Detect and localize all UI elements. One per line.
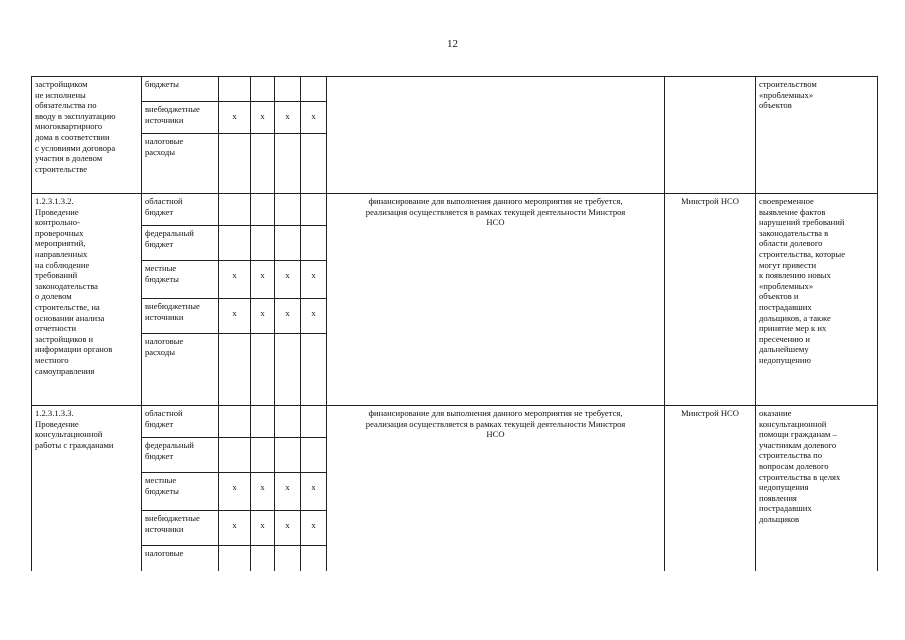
year-mark-cell: x bbox=[219, 261, 251, 299]
year-mark-cell bbox=[275, 406, 301, 438]
financing-note-cell: финансирование для выполнения данного мероприятия не требуется, реализация осуществляется в рамках текущей деятельности Минстроя НСО bbox=[327, 194, 665, 406]
year-mark-cell: x bbox=[251, 511, 275, 546]
funding-source-cell: местные бюджеты bbox=[142, 261, 219, 299]
year-mark-cell bbox=[301, 546, 327, 571]
year-mark-cell bbox=[301, 334, 327, 406]
year-mark-cell bbox=[219, 334, 251, 406]
table-row bbox=[32, 194, 878, 226]
year-mark-cell bbox=[275, 438, 301, 473]
year-mark-cell: x bbox=[301, 511, 327, 546]
funding-source-cell: областной бюджет bbox=[142, 406, 219, 438]
measure-cell: 1.2.3.1.3.3. Проведение консультационной работы с гражданами bbox=[32, 406, 142, 571]
year-mark-cell: x bbox=[219, 299, 251, 334]
funding-source-cell: местные бюджеты bbox=[142, 473, 219, 511]
year-mark-cell: x bbox=[251, 473, 275, 511]
executor-cell: Минстрой НСО bbox=[665, 406, 756, 571]
year-mark-cell bbox=[275, 226, 301, 261]
funding-source-cell: внебюджетные источники bbox=[142, 299, 219, 334]
funding-source-cell: налоговые расходы bbox=[142, 134, 219, 194]
year-mark-cell bbox=[219, 406, 251, 438]
year-mark-cell bbox=[301, 406, 327, 438]
year-mark-cell bbox=[251, 77, 275, 102]
measure-cell: 1.2.3.1.3.2. Проведение контрольно- проверочных мероприятий, направленных на соблюдение требований законодательства о долевом строительстве, на основании анализа отчетности застройщиков и информации органов местного самоуправления bbox=[32, 194, 142, 406]
year-mark-cell bbox=[275, 546, 301, 571]
year-mark-cell bbox=[219, 77, 251, 102]
funding-source-cell: внебюджетные источники bbox=[142, 511, 219, 546]
financing-note-cell: финансирование для выполнения данного мероприятия не требуется, реализация осуществляется в рамках текущей деятельности Минстроя НСО bbox=[327, 406, 665, 571]
year-mark-cell bbox=[219, 194, 251, 226]
year-mark-cell bbox=[219, 226, 251, 261]
page-number: 12 bbox=[447, 38, 458, 50]
year-mark-cell: x bbox=[251, 261, 275, 299]
funding-source-cell: федеральный бюджет bbox=[142, 438, 219, 473]
result-cell: строительством «проблемных» объектов bbox=[756, 77, 878, 194]
year-mark-cell bbox=[301, 77, 327, 102]
year-mark-cell: x bbox=[301, 261, 327, 299]
result-cell: своевременное выявление фактов нарушений требований законодательства в области долевого строительства, которые могут привести к появлению новых «проблемных» объектов и пострадавших дольщиков, а также принятие мер к их пресечению и дальнейшему недопущению bbox=[756, 194, 878, 406]
year-mark-cell bbox=[275, 334, 301, 406]
year-mark-cell bbox=[219, 546, 251, 571]
result-cell: оказание консультационной помощи гражданам – участникам долевого строительства по вопросам долевого строительства в целях недопущения появления пострадавших дольщиков bbox=[756, 406, 878, 571]
funding-source-cell: внебюджетные источники bbox=[142, 102, 219, 134]
funding-source-cell: федеральный бюджет bbox=[142, 226, 219, 261]
executor-cell: Минстрой НСО bbox=[665, 194, 756, 406]
year-mark-cell bbox=[301, 194, 327, 226]
year-mark-cell bbox=[219, 438, 251, 473]
year-mark-cell bbox=[301, 438, 327, 473]
year-mark-cell bbox=[301, 134, 327, 194]
year-mark-cell bbox=[301, 226, 327, 261]
year-mark-cell: x bbox=[275, 261, 301, 299]
year-mark-cell bbox=[251, 406, 275, 438]
measure-cell: застройщиком не исполнены обязательства по вводу в эксплуатацию многоквартирного дома в соответствии с условиями договора участия в долевом строительстве bbox=[32, 77, 142, 194]
executor-cell bbox=[665, 77, 756, 194]
funding-source-cell: налоговые bbox=[142, 546, 219, 571]
year-mark-cell: x bbox=[219, 511, 251, 546]
year-mark-cell bbox=[251, 546, 275, 571]
table-row bbox=[32, 77, 878, 102]
table-row bbox=[32, 406, 878, 438]
year-mark-cell: x bbox=[275, 102, 301, 134]
year-mark-cell bbox=[275, 194, 301, 226]
year-mark-cell bbox=[251, 438, 275, 473]
year-mark-cell: x bbox=[275, 299, 301, 334]
year-mark-cell bbox=[251, 194, 275, 226]
year-mark-cell bbox=[275, 134, 301, 194]
year-mark-cell: x bbox=[301, 299, 327, 334]
funding-source-cell: налоговые расходы bbox=[142, 334, 219, 406]
year-mark-cell: x bbox=[251, 299, 275, 334]
year-mark-cell: x bbox=[219, 102, 251, 134]
year-mark-cell bbox=[275, 77, 301, 102]
financing-note-cell bbox=[327, 77, 665, 194]
year-mark-cell: x bbox=[275, 473, 301, 511]
funding-source-cell: областной бюджет bbox=[142, 194, 219, 226]
table-body bbox=[32, 77, 878, 571]
year-mark-cell: x bbox=[275, 511, 301, 546]
year-mark-cell bbox=[251, 334, 275, 406]
year-mark-cell bbox=[219, 134, 251, 194]
year-mark-cell bbox=[251, 226, 275, 261]
year-mark-cell: x bbox=[251, 102, 275, 134]
year-mark-cell bbox=[251, 134, 275, 194]
year-mark-cell: x bbox=[301, 473, 327, 511]
funding-source-cell: бюджеты bbox=[142, 77, 219, 102]
year-mark-cell: x bbox=[301, 102, 327, 134]
year-mark-cell: x bbox=[219, 473, 251, 511]
activity-plan-table bbox=[31, 76, 878, 571]
